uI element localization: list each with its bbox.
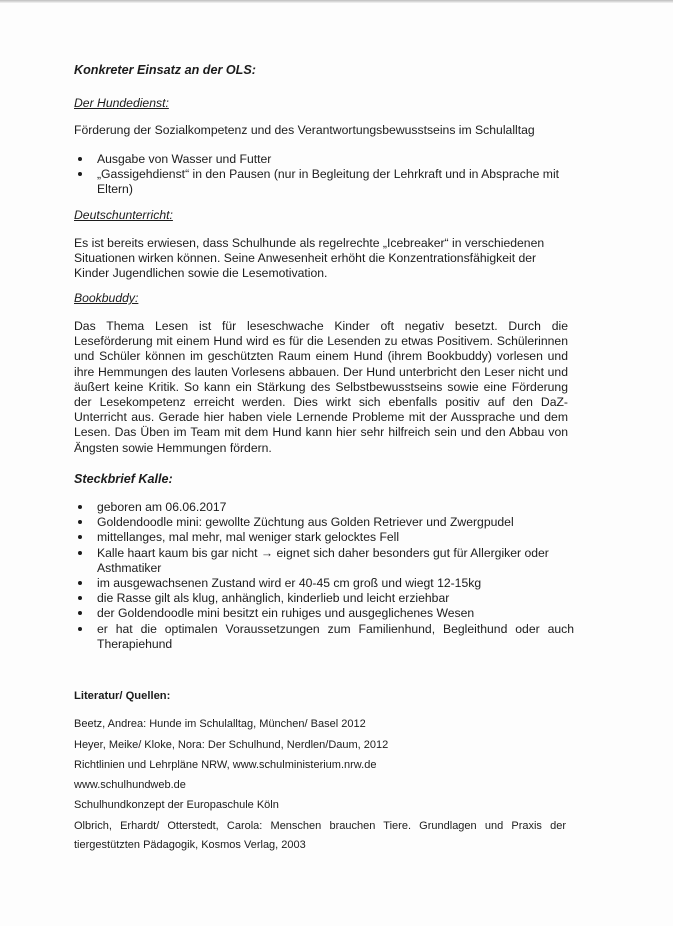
- bullet-icon: [78, 627, 82, 631]
- list-item: geboren am 06.06.2017: [74, 500, 574, 515]
- main-heading: Konkreter Einsatz an der OLS:: [74, 63, 256, 77]
- deutsch-heading: Deutschunterricht:: [74, 208, 173, 222]
- bullet-icon: [78, 172, 82, 176]
- steckbrief-heading: Steckbrief Kalle:: [74, 472, 173, 486]
- bookbuddy-heading: Bookbuddy:: [74, 291, 139, 305]
- literatur-heading: Literatur/ Quellen:: [74, 690, 171, 702]
- list-item: der Goldendoodle mini besitzt ein ruhiges und ausgeglichenes Wesen: [74, 606, 574, 621]
- bullet-icon: [78, 581, 82, 585]
- literatur-item: Heyer, Meike/ Kloke, Nora: Der Schulhund, Nerdlen/Daum, 2012: [74, 739, 389, 751]
- list-item: er hat die optimalen Voraussetzungen zum Familienhund, Begleithund oder auch Therapiehund: [74, 622, 574, 652]
- bullet-icon: [78, 505, 82, 509]
- literatur-item: Schulhundkonzept der Europaschule Köln: [74, 799, 279, 811]
- list-item: Goldendoodle mini: gewollte Züchtung aus Golden Retriever und Zwergpudel: [74, 515, 574, 530]
- bullet-icon: [78, 520, 82, 524]
- bookbuddy-text: Das Thema Lesen ist für leseschwache Kinder oft negativ besetzt. Durch die Leseförderung mit einem Hund wird es für die Lesenden zu etwas Positivem. Schülerinnen und Schüler können im geschützten Raum einem Hund (ihrem Bookbuddy) vorlesen und ihre Hemmungen des lauten Vorlesens abbauen. Der Hund unterbricht den Leser nicht und äußert keine Kritik. So kann ein Stärkung des Selbstbewusstseins sowie eine Förderung der Lesekompetenz erreicht werden. Dies wirkt sich ebenfalls positiv auf den DaZ-Unterricht aus. Gerade hier haben viele Lernende Probleme mit der Aussprache und dem Lesen. Das Üben im Team mit dem Hund kann hier sehr hilfreich sein und den Abbau von Ängsten sowie Hemmungen fördern.: [74, 319, 568, 455]
- list-item: Ausgabe von Wasser und Futter: [74, 152, 574, 167]
- deutsch-text: Es ist bereits erwiesen, dass Schulhunde als regelrechte „Icebreaker“ in verschiedenen Situationen wirken können. Seine Anwesenheit erhöht die Konzentrationsfähigkeit der Kinder Jugendlichen sowie die Lesemotivation.: [74, 236, 545, 281]
- literatur-item: www.schulhundweb.de: [74, 779, 186, 791]
- literatur-item: Beetz, Andrea: Hunde im Schulalltag, München/ Basel 2012: [74, 718, 366, 730]
- steckbrief-list: [74, 500, 574, 652]
- bullet-icon: [78, 157, 82, 161]
- list-item: mittellanges, mal mehr, mal weniger stark gelocktes Fell: [74, 530, 574, 545]
- hundedienst-list: [74, 152, 574, 198]
- list-item: „Gassigehdienst“ in den Pausen (nur in Begleitung der Lehrkraft und in Absprache mit Eltern): [74, 167, 574, 197]
- literatur-item: Olbrich, Erhardt/ Otterstedt, Carola: Menschen brauchen Tiere. Grundlagen und Praxis der tiergestützten Pädagogik, Kosmos Verlag, 2003: [74, 820, 566, 851]
- list-item: Kalle haart kaum bis gar nicht → eignet sich daher besonders gut für Allergiker oder Asthmatiker: [74, 546, 574, 576]
- list-item: die Rasse gilt als klug, anhänglich, kinderlieb und leicht erziehbar: [74, 591, 574, 606]
- literatur-item: Richtlinien und Lehrpläne NRW, www.schulministerium.nrw.de: [74, 759, 377, 771]
- bullet-icon: [78, 551, 82, 555]
- bullet-icon: [78, 611, 82, 615]
- hundedienst-heading: Der Hundedienst:: [74, 96, 169, 110]
- list-item: im ausgewachsenen Zustand wird er 40-45 cm groß und wiegt 12-15kg: [74, 576, 574, 591]
- bullet-icon: [78, 596, 82, 600]
- hundedienst-intro: Förderung der Sozialkompetenz und des Verantwortungsbewusstseins im Schulalltag: [74, 123, 535, 137]
- scan-edge: [0, 0, 673, 3]
- bullet-icon: [78, 535, 82, 539]
